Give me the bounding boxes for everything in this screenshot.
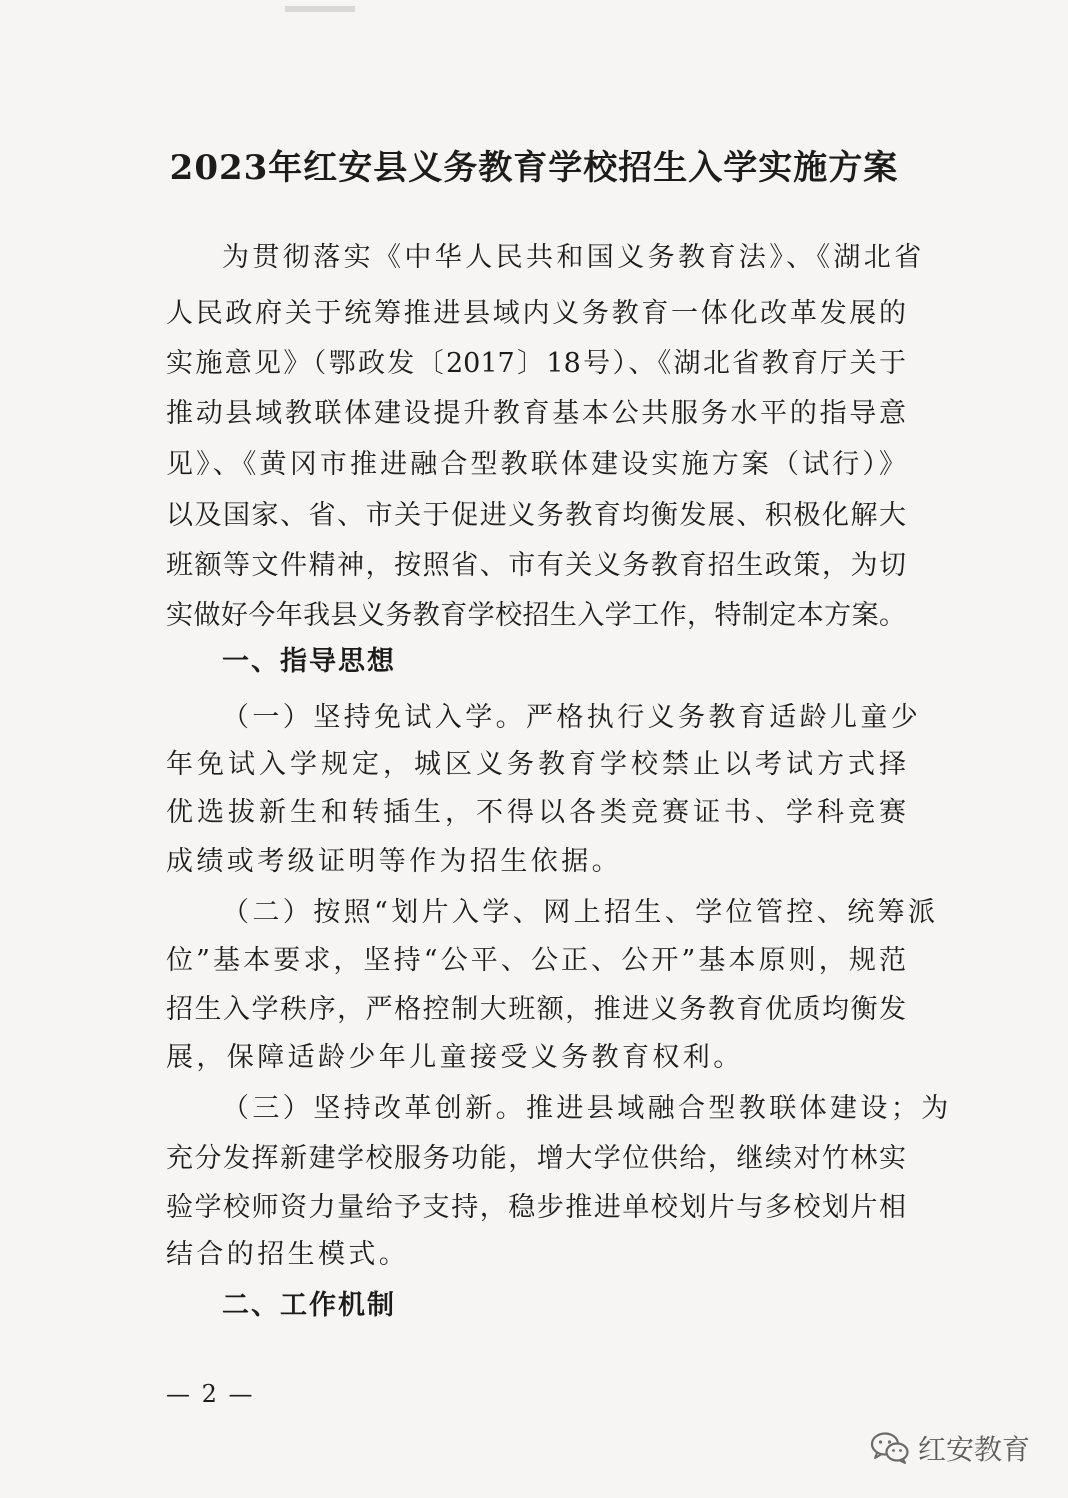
item3-line-3: 验学校师资力量给予支持，稳步推进单校划片与多校划片相 <box>166 1192 906 1223</box>
page-number: — 2 — <box>166 1380 255 1408</box>
item3-line-2: 充分发挥新建学校服务功能，增大学位供给，继续对竹林实 <box>166 1143 906 1174</box>
section-heading-work-mechanism: 二、工作机制 <box>222 1290 396 1321</box>
section-heading-guiding-ideology: 一、指导思想 <box>222 646 396 677</box>
item1-line-4: 成绩或考级证明等作为招生依据。 <box>166 846 622 877</box>
intro-line-3: 实施意见》（鄂政发〔2017〕18号）、《湖北省教育厅关于 <box>166 348 906 379</box>
intro-line-7: 班额等文件精神，按照省、市有关义务教育招生政策，为切 <box>166 550 906 581</box>
intro-line-8: 实做好今年我县义务教育学校招生入学工作，特制定本方案。 <box>166 600 906 631</box>
item1-line-1: （一）坚持免试入学。严格执行义务教育适龄儿童少 <box>222 702 922 733</box>
intro-line-5: 见》、《黄冈市推进融合型教联体建设实施方案（试行）》 <box>166 449 906 480</box>
watermark-text: 红安教育 <box>917 1433 1030 1466</box>
intro-line-2: 人民政府关于统筹推进县域内义务教育一体化改革发展的 <box>166 298 906 329</box>
item3-line-1: （三）坚持改革创新。推进县域融合型教联体建设；为 <box>222 1093 952 1124</box>
item3-line-4: 结合的招生模式。 <box>166 1239 410 1270</box>
wechat-watermark <box>870 1428 1030 1468</box>
item2-line-3: 招生入学秩序，严格控制大班额，推进义务教育优质均衡发 <box>166 994 906 1025</box>
document-title: 2023年红安县义务教育学校招生入学实施方案 <box>169 148 899 188</box>
item2-line-2: 位”基本要求，坚持“公平、公正、公开”基本原则，规范 <box>166 945 906 976</box>
wechat-icon <box>870 1431 910 1465</box>
item1-line-3: 优选拔新生和转插生，不得以各类竞赛证书、学科竞赛 <box>166 797 906 828</box>
item2-line-1: （二）按照“划片入学、网上招生、学位管控、统筹派 <box>222 897 939 928</box>
intro-line-4: 推动县域教联体建设提升教育基本公共服务水平的指导意 <box>166 398 906 429</box>
intro-line-1: 为贯彻落实《中华人民共和国义务教育法》、《湖北省 <box>222 242 925 273</box>
item1-line-2: 年免试入学规定，城区义务教育学校禁止以考试方式择 <box>166 749 906 780</box>
intro-line-6: 以及国家、省、市关于促进义务教育均衡发展、积极化解大 <box>166 500 906 531</box>
scan-mark <box>285 6 355 12</box>
item2-line-4: 展，保障适龄少年儿童接受义务教育权利。 <box>166 1042 744 1073</box>
